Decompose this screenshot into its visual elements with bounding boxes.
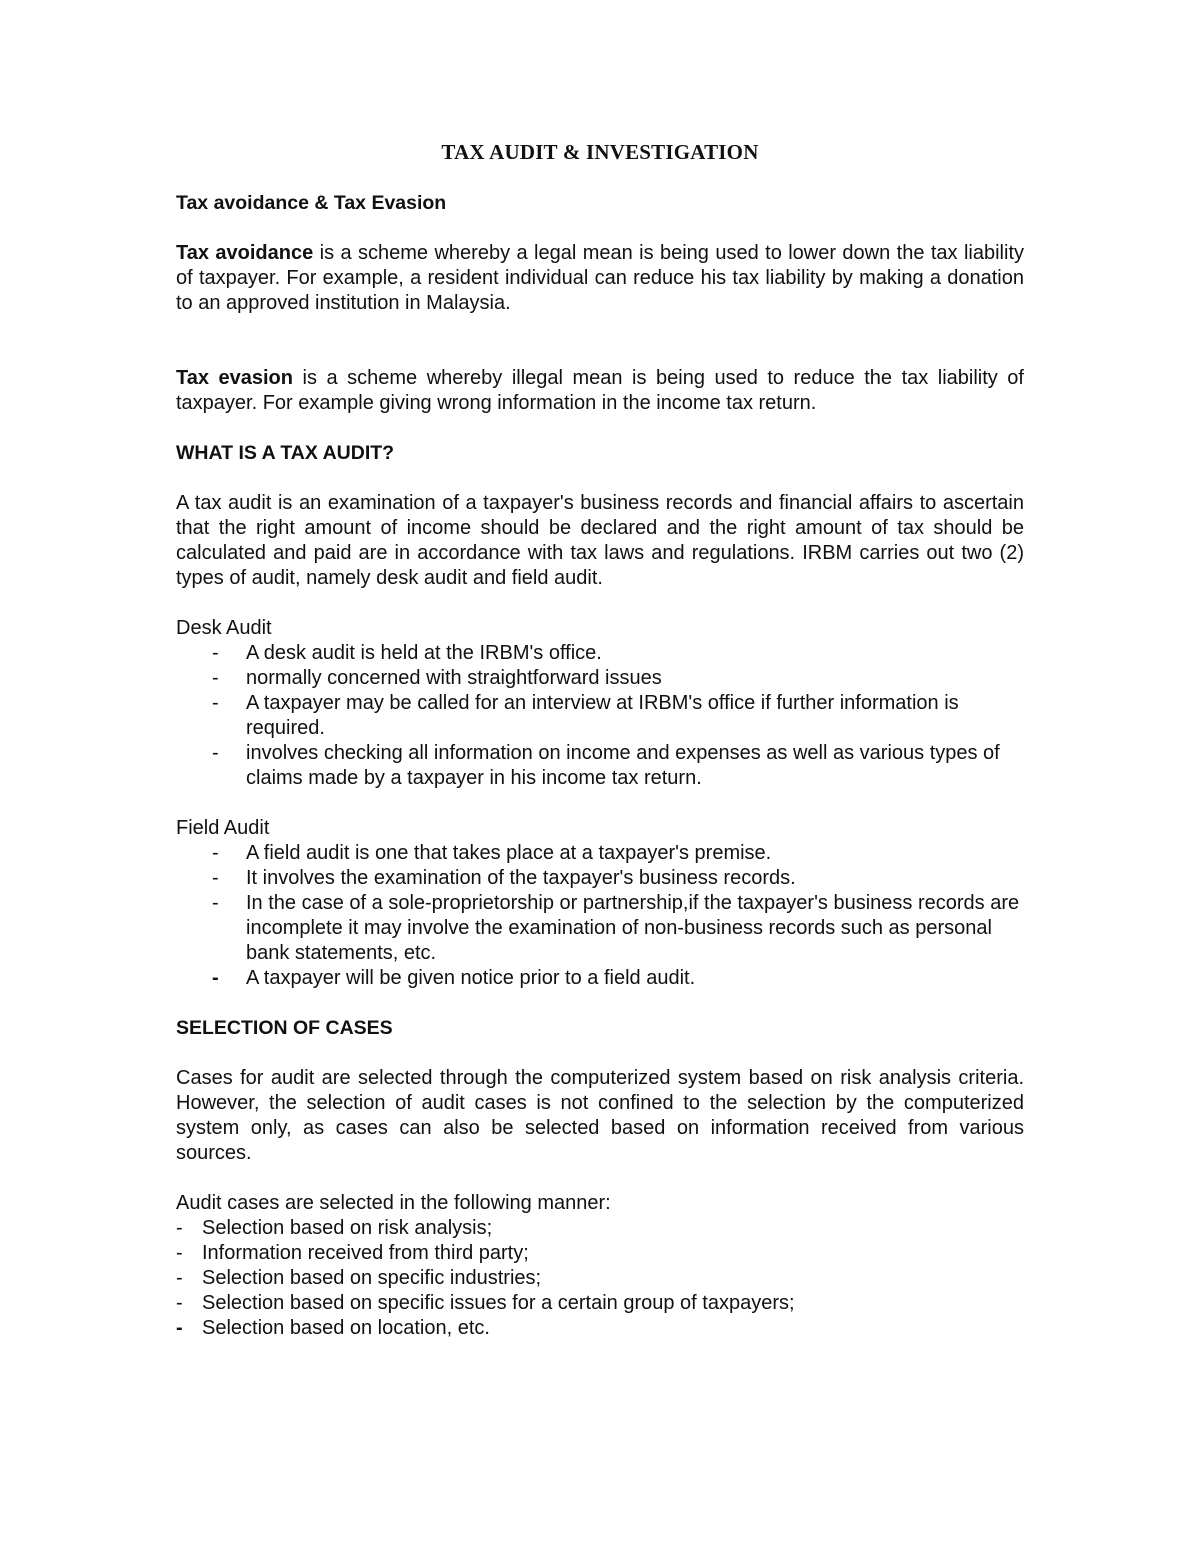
document-title: TAX AUDIT & INVESTIGATION — [441, 140, 759, 164]
dash-bullet: - — [212, 692, 219, 714]
section-heading-selection-of-cases: SELECTION OF CASES — [176, 1017, 393, 1039]
dash-bullet: - — [212, 892, 219, 914]
list-item: - A desk audit is held at the IRBM's office. — [212, 642, 602, 664]
spacer — [176, 466, 1024, 491]
dash-bullet: - — [176, 1317, 183, 1339]
dash-bullet: - — [176, 1242, 183, 1264]
spacer — [176, 416, 1024, 441]
dash-bullet: - — [212, 742, 219, 764]
dash-bullet: - — [212, 842, 219, 864]
paragraph-tax-avoidance — [176, 241, 1024, 316]
list-item: - In the case of a sole-proprietorship or partnership,if the taxpayer's business records are incomplete it may involve the examination of non-business records such as personal bank statements, etc. — [212, 892, 1020, 964]
list-item: - A field audit is one that takes place at a taxpayer's premise. — [212, 842, 772, 864]
list-item: - A taxpayer may be called for an interview at IRBM's office if further information is required. — [212, 692, 959, 739]
document-page — [176, 140, 1024, 1341]
dash-bullet: - — [212, 667, 219, 689]
selection-manner-list — [176, 1216, 1024, 1341]
section-heading-what-is-tax-audit: WHAT IS A TAX AUDIT? — [176, 442, 395, 464]
paragraph-tax-evasion — [176, 366, 1024, 416]
list-item: - normally concerned with straightforward issues — [212, 667, 662, 689]
paragraph-tax-audit-definition: A tax audit is an examination of a taxpayer's business records and financial affairs to ascertain that the right amount of income should be declared and the right amount of tax should be calculated and paid are in accordance with tax laws and regulations. IRBM carries out two (2) types of audit, namely desk audit and field audit. — [176, 492, 1024, 589]
field-audit-list — [176, 841, 1024, 991]
field-audit-label: Field Audit — [176, 817, 270, 839]
term-tax-evasion: Tax evasion — [176, 367, 293, 389]
list-item: - It involves the examination of the taxpayer's business records. — [212, 867, 796, 889]
dash-bullet: - — [176, 1267, 183, 1289]
list-item: - involves checking all information on income and expenses as well as various types of claims made by a taxpayer in his income tax return. — [212, 742, 1000, 789]
desk-audit-label: Desk Audit — [176, 617, 272, 639]
paragraph-selection-of-cases: Cases for audit are selected through the computerized system based on risk analysis criteria. However, the selection of audit cases is not confined to the selection by the computerized system only, as cases can also be selected based on information received from various sources. — [176, 1067, 1024, 1164]
list-item: - Information received from third party; — [176, 1242, 529, 1264]
desk-audit-list — [176, 641, 1024, 791]
spacer — [176, 791, 1024, 816]
list-item: - Selection based on specific industries; — [176, 1267, 542, 1289]
dash-bullet: - — [176, 1292, 183, 1314]
spacer — [176, 1166, 1024, 1191]
spacer — [176, 1041, 1024, 1066]
dash-bullet: - — [176, 1217, 183, 1239]
list-item: - A taxpayer will be given notice prior to a field audit. — [212, 967, 696, 989]
text-tax-evasion: is a scheme whereby illegal mean is being used to reduce the tax liability of taxpayer. For example giving wrong information in the income tax return. — [176, 367, 1024, 414]
list-item: - Selection based on risk analysis; — [176, 1217, 493, 1239]
term-tax-avoidance: Tax avoidance — [176, 242, 314, 264]
list-item: - Selection based on specific issues for a certain group of taxpayers; — [176, 1292, 795, 1314]
spacer — [176, 316, 1024, 366]
dash-bullet: - — [212, 867, 219, 889]
dash-bullet: - — [212, 642, 219, 664]
text-tax-avoidance: is a scheme whereby a legal mean is being used to lower down the tax liability of taxpayer. For example, a resident individual can reduce his tax liability by making a donation to an approved institution in Malaysia. — [176, 242, 1024, 314]
selection-intro: Audit cases are selected in the following manner: — [176, 1192, 611, 1214]
list-item: - Selection based on location, etc. — [176, 1317, 490, 1339]
spacer — [176, 216, 1024, 241]
spacer — [176, 991, 1024, 1016]
section-heading-avoidance-evasion: Tax avoidance & Tax Evasion — [176, 192, 447, 214]
dash-bullet: - — [212, 967, 219, 989]
spacer — [176, 591, 1024, 616]
